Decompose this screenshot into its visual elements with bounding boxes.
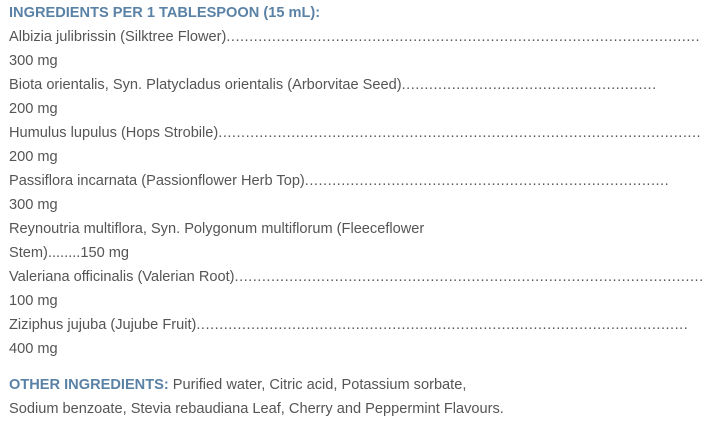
ingredient-item (9, 73, 657, 121)
ingredient-name: Reynoutria multiflora, Syn. Polygonum multiflorum (Fleeceflower (9, 221, 425, 237)
leader-dots: ............................................................................................................ (196, 317, 689, 333)
ingredient-dose: 400 mg (9, 341, 58, 357)
other-ingredients (9, 373, 509, 421)
ingredient-item (9, 313, 689, 361)
ingredient-name: Valeriana officinalis (Valerian Root) (9, 269, 235, 285)
ingredient-item (9, 25, 701, 73)
ingredient-dose: 200 mg (9, 149, 58, 165)
other-ingredients-label: OTHER INGREDIENTS: (9, 377, 169, 393)
ingredient-dose: 100 mg (9, 293, 58, 309)
ingredient-name: Humulus lupulus (Hops Strobile) (9, 125, 219, 141)
ingredient-item (9, 265, 704, 313)
leader-dots: ....................................................................................................... (234, 269, 704, 285)
leader-dots: ........................................................ (401, 77, 657, 93)
ingredient-name: Ziziphus jujuba (Jujube Fruit) (9, 317, 197, 333)
ingredient-name: Albizia julibrissin (Silktree Flower) (9, 29, 227, 45)
leader-dots: .......................................................................................................... (218, 125, 702, 141)
ingredient-name: Passiflora incarnata (Passionflower Herb Top) (9, 173, 305, 189)
other-ingredients-text: Purified water, Citric acid, Potassium sorbate, Sodium benzoate, Stevia rebaudiana Leaf, Cherry and Peppermint Flavours. (9, 377, 504, 417)
ingredient-dose: Stem)........150 mg (9, 245, 130, 261)
ingredients-heading: INGREDIENTS PER 1 TABLESPOON (15 mL): (9, 5, 321, 21)
ingredient-dose: 200 mg (9, 101, 58, 117)
ingredient-dose: 300 mg (9, 53, 58, 69)
ingredient-dose: 300 mg (9, 197, 58, 213)
ingredient-item (9, 121, 702, 169)
leader-dots: ........................................................................................................ (226, 29, 701, 45)
ingredient-item (9, 217, 516, 265)
leader-dots: ................................................................................ (304, 173, 670, 189)
ingredient-item (9, 169, 670, 217)
ingredient-name: Biota orientalis, Syn. Platycladus orientalis (Arborvitae Seed) (9, 77, 402, 93)
